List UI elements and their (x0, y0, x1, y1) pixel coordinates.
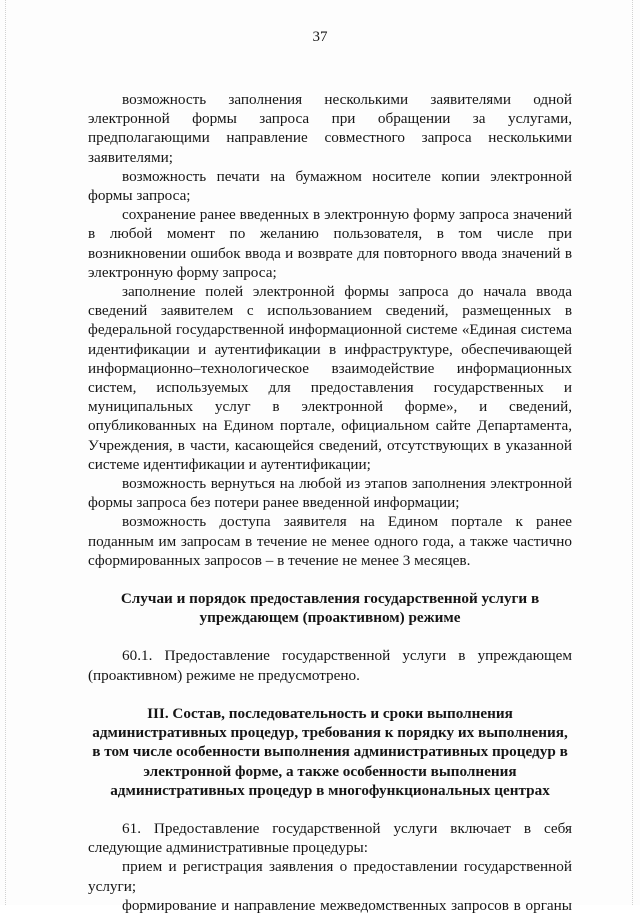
scan-edge-left (5, 0, 6, 905)
section-heading: Случаи и порядок предоставления государственной услуги в упреждающем (проактивном) режиме (120, 590, 540, 627)
paragraph: заполнение полей электронной формы запроса до начала ввода сведений заявителем с использованием сведений, размещенных в федеральной государственной информационной системе «Единая система идентификации и аутентификации в инфраструктуре, обеспечивающей информационно–технологическое взаимодействие информационных систем, используемых для предоставления государственных и муниципальных услуг в электронной форме», и сведений, опубликованных на Едином портале, официальном сайте Департамента, Учреждения, в части, касающейся сведений, отсутствующих в указанной системе идентификации и аутентификации; (88, 283, 572, 473)
section-spacer (88, 800, 572, 819)
section-spacer (88, 570, 572, 589)
paragraph: 60.1. Предоставление государственной услуги в упреждающем (проактивном) режиме не предусмотрено. (88, 647, 572, 684)
paragraph: возможность вернуться на любой из этапов заполнения электронной формы запроса без потери ранее введенной информации; (88, 475, 572, 512)
document-body (88, 90, 572, 915)
paragraph: возможность доступа заявителя на Едином портале к ранее поданным им запросам в течение не менее одного года, а также частично сформированных запросов – в течение не менее 3 месяцев. (88, 513, 572, 569)
section-spacer (88, 685, 572, 704)
scan-edge-right (632, 0, 633, 905)
section-heading: III. Состав, последовательность и сроки выполнения административных процедур, требования к порядку их выполнения, в том числе особенности выполнения административных процедур в электронной форме, а также особенности выполнения административных процедур в многофункциональных центрах (92, 704, 568, 799)
page-number: 37 (312, 29, 328, 45)
paragraph: возможность заполнения несколькими заявителями одной электронной формы запроса при обращении за услугами, предполагающими направление совместного запроса несколькими заявителями; (88, 91, 572, 166)
paragraph: сохранение ранее введенных в электронную форму запроса значений в любой момент по желанию пользователя, в том числе при возникновении ошибок ввода и возврате для повторного ввода значений в электронную форму запроса; (88, 206, 572, 281)
paragraph-continued: формирование и направление межведомственных запросов в органы (122, 896, 572, 914)
paragraph: возможность печати на бумажном носителе копии электронной формы запроса; (88, 167, 572, 205)
section-spacer (88, 627, 572, 646)
paragraph: 61. Предоставление государственной услуги включает в себя следующие административные процедуры: (88, 819, 572, 857)
paragraph: прием и регистрация заявления о предоставлении государственной услуги; (88, 858, 572, 895)
